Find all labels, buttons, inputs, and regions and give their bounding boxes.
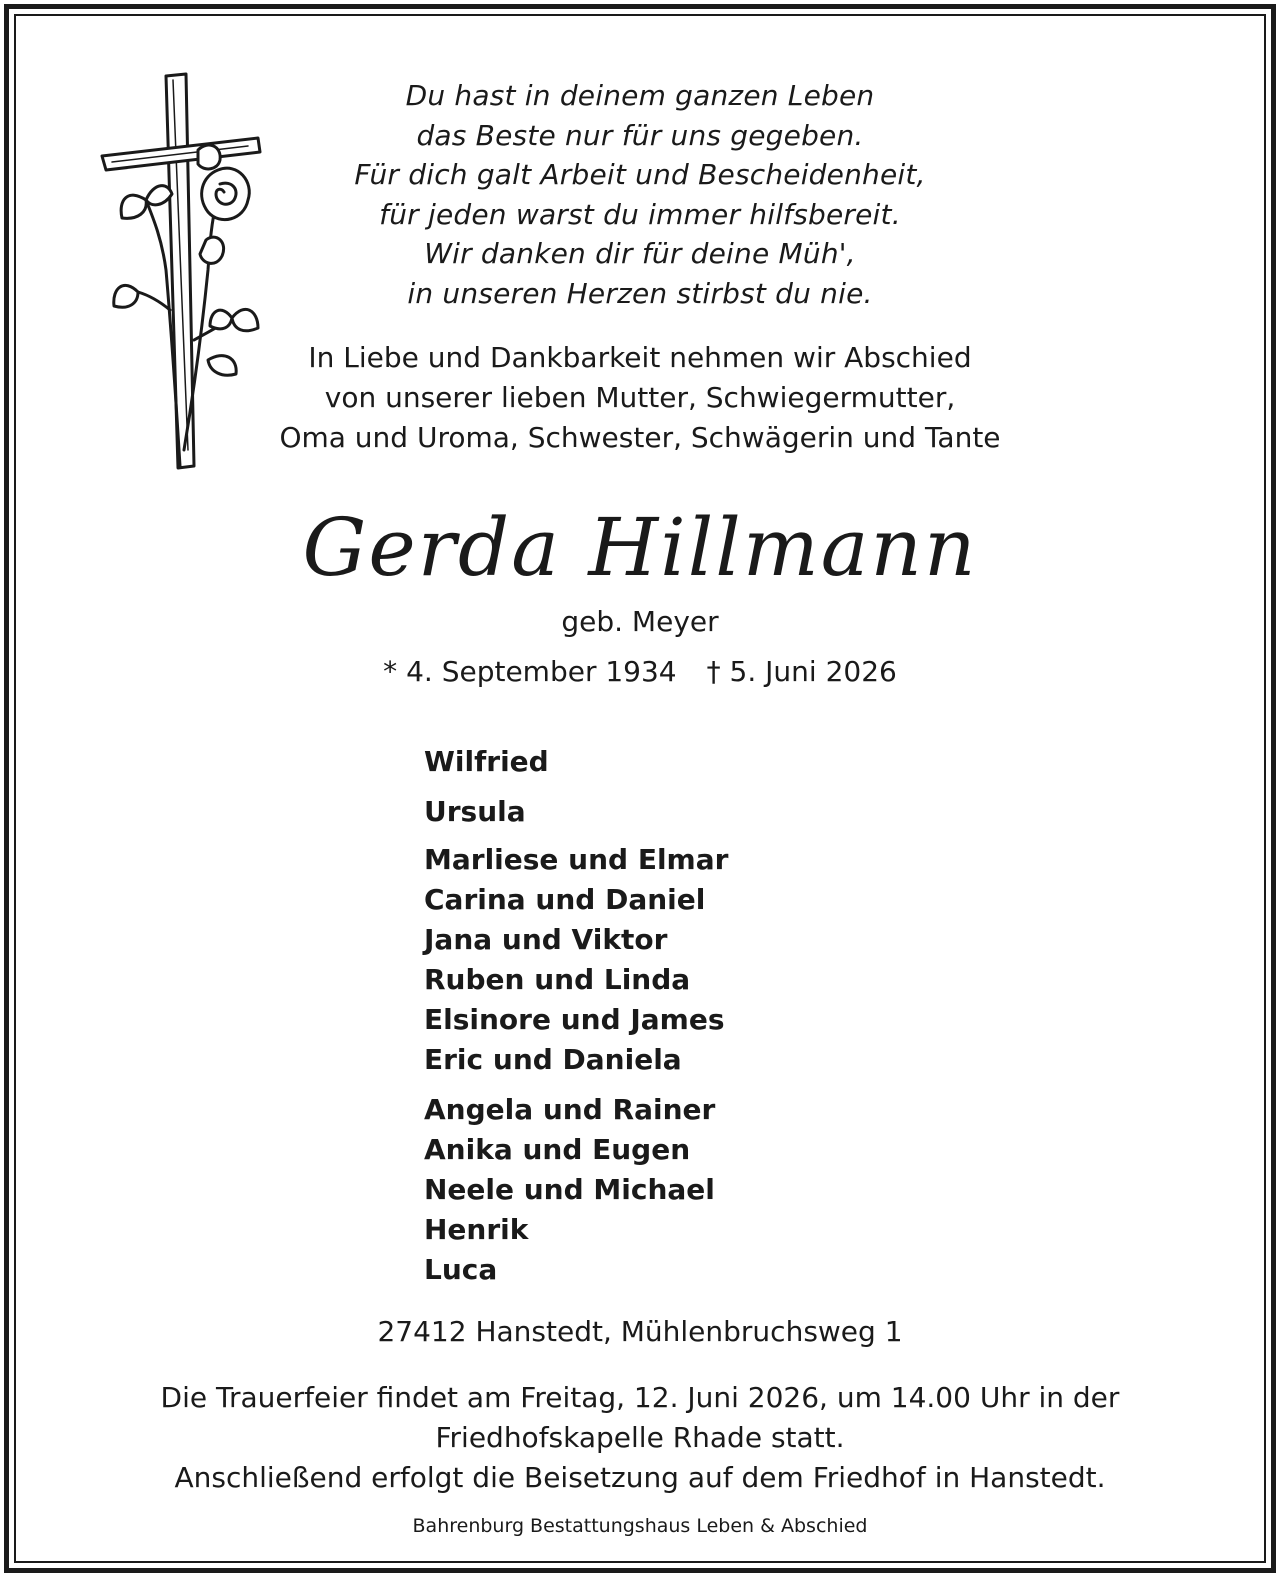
poem	[280, 76, 1000, 314]
poem-line: das Beste nur für uns gegeben.	[416, 118, 864, 152]
service-line: Die Trauerfeier findet am Freitag, 12. Juni 2026, um 14.00 Uhr in der	[160, 1381, 1120, 1414]
birth-date: * 4. September 1934	[383, 655, 677, 688]
life-dates	[340, 652, 940, 692]
service-line: Friedhofskapelle Rhade statt.	[435, 1421, 845, 1454]
poem-line: Du hast in deinem ganzen Leben	[405, 79, 875, 112]
mourner-name: Marliese und Elmar	[424, 843, 729, 876]
death-date: † 5. Juni 2026	[706, 655, 897, 688]
mourner-name: Luca	[424, 1253, 498, 1286]
mourner-name: Angela und Rainer	[424, 1093, 716, 1126]
poem-line: Wir danken dir für deine Müh',	[424, 237, 856, 271]
mourner-name: Eric und Daniela	[424, 1043, 682, 1076]
deceased-name: Gerda Hillmann	[302, 501, 978, 594]
mourner-name: Carina und Daniel	[424, 883, 706, 916]
intro-line: von unserer lieben Mutter, Schwiegermutter,	[324, 381, 956, 414]
mourner-name: Jana und Viktor	[424, 923, 668, 956]
mourner-name: Ursula	[424, 795, 526, 828]
mourner-name: Elsinore und James	[424, 1003, 725, 1036]
intro-line: In Liebe und Dankbarkeit nehmen wir Abschied	[308, 341, 972, 374]
mourner-name: Henrik	[424, 1213, 529, 1246]
mourner-name: Anika und Eugen	[424, 1133, 691, 1166]
family-address: 27412 Hanstedt, Mühlenbruchsweg 1	[377, 1315, 903, 1348]
funeral-home-credit: Bahrenburg Bestattungshaus Leben & Abschied	[412, 1515, 868, 1537]
mourner-name: Wilfried	[424, 745, 549, 778]
poem-line: Für dich galt Arbeit und Bescheidenheit,	[354, 158, 926, 192]
mourner-name: Neele und Michael	[424, 1173, 715, 1206]
maiden-name: geb. Meyer	[561, 605, 719, 638]
funeral-service-info	[140, 1378, 1140, 1498]
poem-line: für jeden warst du immer hilfsbereit.	[379, 197, 901, 231]
intro-line: Oma und Uroma, Schwester, Schwägerin und Tante	[279, 421, 1001, 454]
service-line: Anschließend erfolgt die Beisetzung auf dem Friedhof in Hanstedt.	[174, 1461, 1106, 1494]
mourner-name: Ruben und Linda	[424, 963, 691, 996]
intro-text	[230, 338, 1050, 458]
poem-line: in unseren Herzen stirbst du nie.	[407, 276, 873, 310]
